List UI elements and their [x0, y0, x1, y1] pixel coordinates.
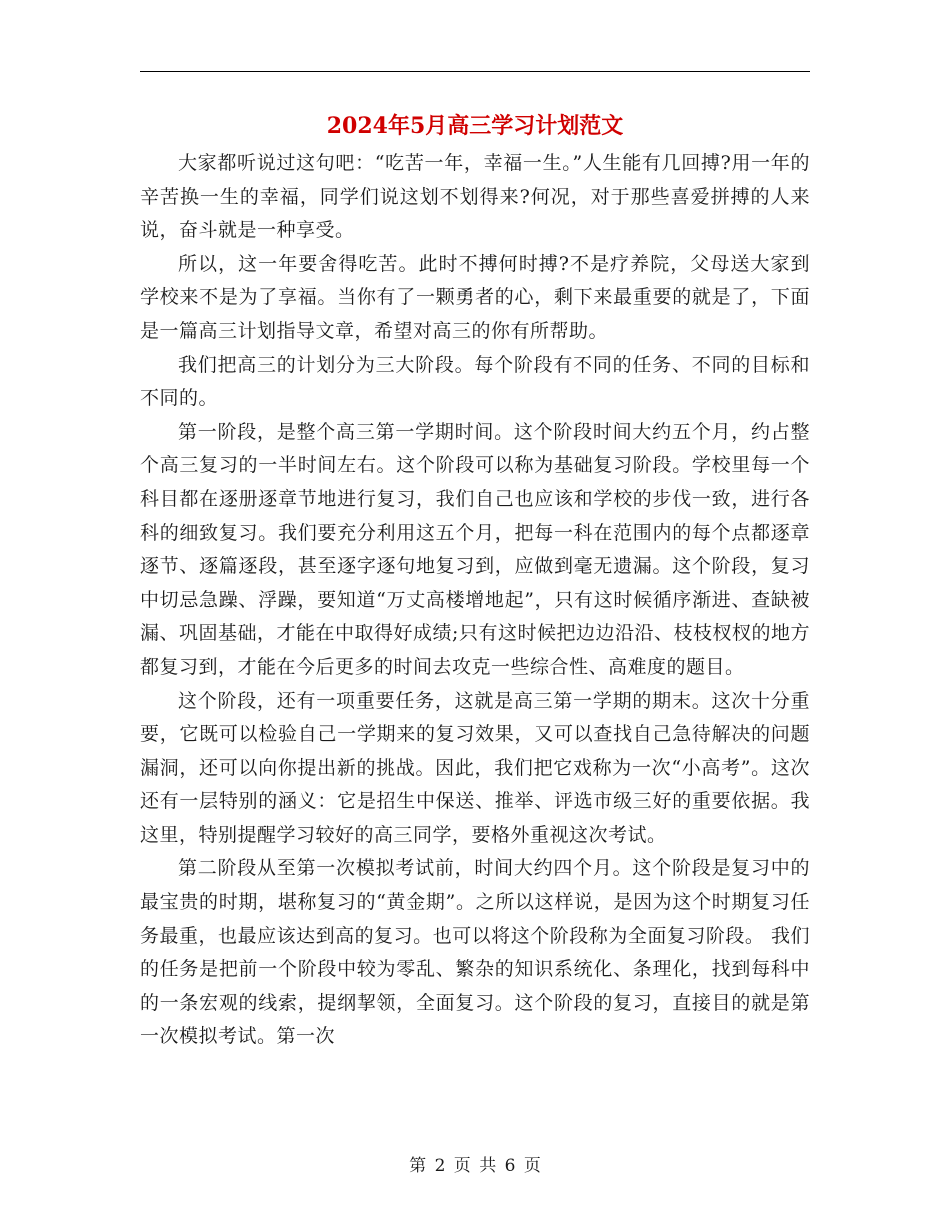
paragraph: 第一阶段，是整个高三第一学期时间。这个阶段时间大约五个月，约占整个高三复习的一半时间左右。这个阶段可以称为基础复习阶段。学校里每一个科目都在逐册逐章节地进行复习，我们自己也应该和学校的步伐一致，进行各科的细致复习。我们要充分利用这五个月，把每一科在范围内的每个点都逐章逐节、逐篇逐段，甚至逐字逐句地复习到，应做到毫无遗漏。这个阶段，复习中切忌急躁、浮躁，要知道“万丈高楼增地起”，只有这时候循序渐进、查缺被漏、巩固基础，才能在中取得好成绩;只有这时候把边边沿沿、枝枝杈杈的地方都复习到，才能在今后更多的时间去攻克一些综合性、高难度的题目。: [140, 420, 810, 678]
paragraph: 大家都听说过这句吧：“吃苦一年，幸福一生。”人生能有几回搏?用一年的辛苦换一生的幸福，同学们说这划不划得来?何况，对于那些喜爱拼搏的人来说，奋斗就是一种享受。: [140, 152, 810, 242]
paragraph: 这个阶段，还有一项重要任务，这就是高三第一学期的期末。这次十分重要，它既可以检验自己一学期来的复习效果，又可以查找自己急待解决的问题漏洞，还可以向你提出新的挑战。因此，我们把它戏称为一次“小高考”。这次还有一层特别的涵义：它是招生中保送、推举、评选市级三好的重要依据。我这里，特别提醒学习较好的高三同学，要格外重视这次考试。: [140, 689, 810, 846]
page-number-footer: 第 2 页 共 6 页: [409, 1156, 541, 1176]
document-body: [140, 147, 810, 1054]
header-rule: [140, 71, 810, 72]
paragraph: 第二阶段从至第一次模拟考试前，时间大约四个月。这个阶段是复习中的最宝贵的时期，堪称复习的“黄金期”。之所以这样说，是因为这个时期复习任务最重，也最应该达到高的复习。也可以将这个阶段称为全面复习阶段。 我们的任务是把前一个阶段中较为零乱、繁杂的知识系统化、条理化，找到每科中的一条宏观的线索，提纲挈领，全面复习。这个阶段的复习，直接目的就是第一次模拟考试。第一次: [140, 857, 810, 1048]
document-title: 2024年5月高三学习计划范文: [326, 113, 624, 139]
paragraph: 我们把高三的计划分为三大阶段。每个阶段有不同的任务、不同的目标和不同的。: [140, 353, 810, 410]
paragraph: 所以，这一年要舍得吃苦。此时不搏何时搏?不是疗养院，父母送大家到学校来不是为了享福。当你有了一颗勇者的心，剩下来最重要的就是了，下面是一篇高三计划指导文章，希望对高三的你有所帮助。: [140, 252, 810, 342]
